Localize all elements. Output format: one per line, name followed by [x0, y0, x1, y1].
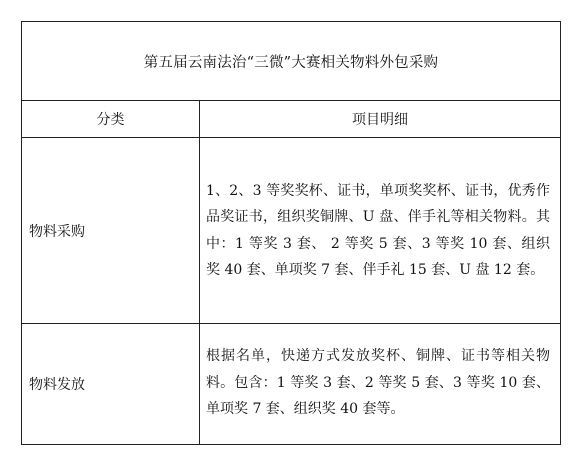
table-row: [22, 138, 561, 324]
details-cell: 1、2、3 等奖奖杯、证书，单项奖奖杯、证书，优秀作品奖证书，组织奖铜牌、U 盘、伴手礼等相关物料。其中：1 等奖 3 套、 2 等奖 5 套、3 等奖 10 套、组织奖 40 套、单项奖 7 套、伴手礼 15 套、U 盘 12 套。: [200, 138, 561, 324]
column-header-details: 项目明细: [200, 101, 561, 138]
table-row: [22, 324, 561, 445]
details-cell: 根据名单，快递方式发放奖杯、铜牌、证书等相关物料。包含：1 等奖 3 套、2 等奖 5 套、3 等奖 10 套、单项奖 7 套、组织奖 40 套等。: [200, 324, 561, 445]
title-row: [22, 22, 561, 101]
header-row: [22, 101, 561, 138]
category-cell: 物料发放: [22, 324, 200, 445]
column-header-category: 分类: [22, 101, 200, 138]
table-title: 第五届云南法治“三微”大赛相关物料外包采购: [22, 22, 561, 101]
procurement-table: [21, 21, 561, 445]
category-cell: 物料采购: [22, 138, 200, 324]
